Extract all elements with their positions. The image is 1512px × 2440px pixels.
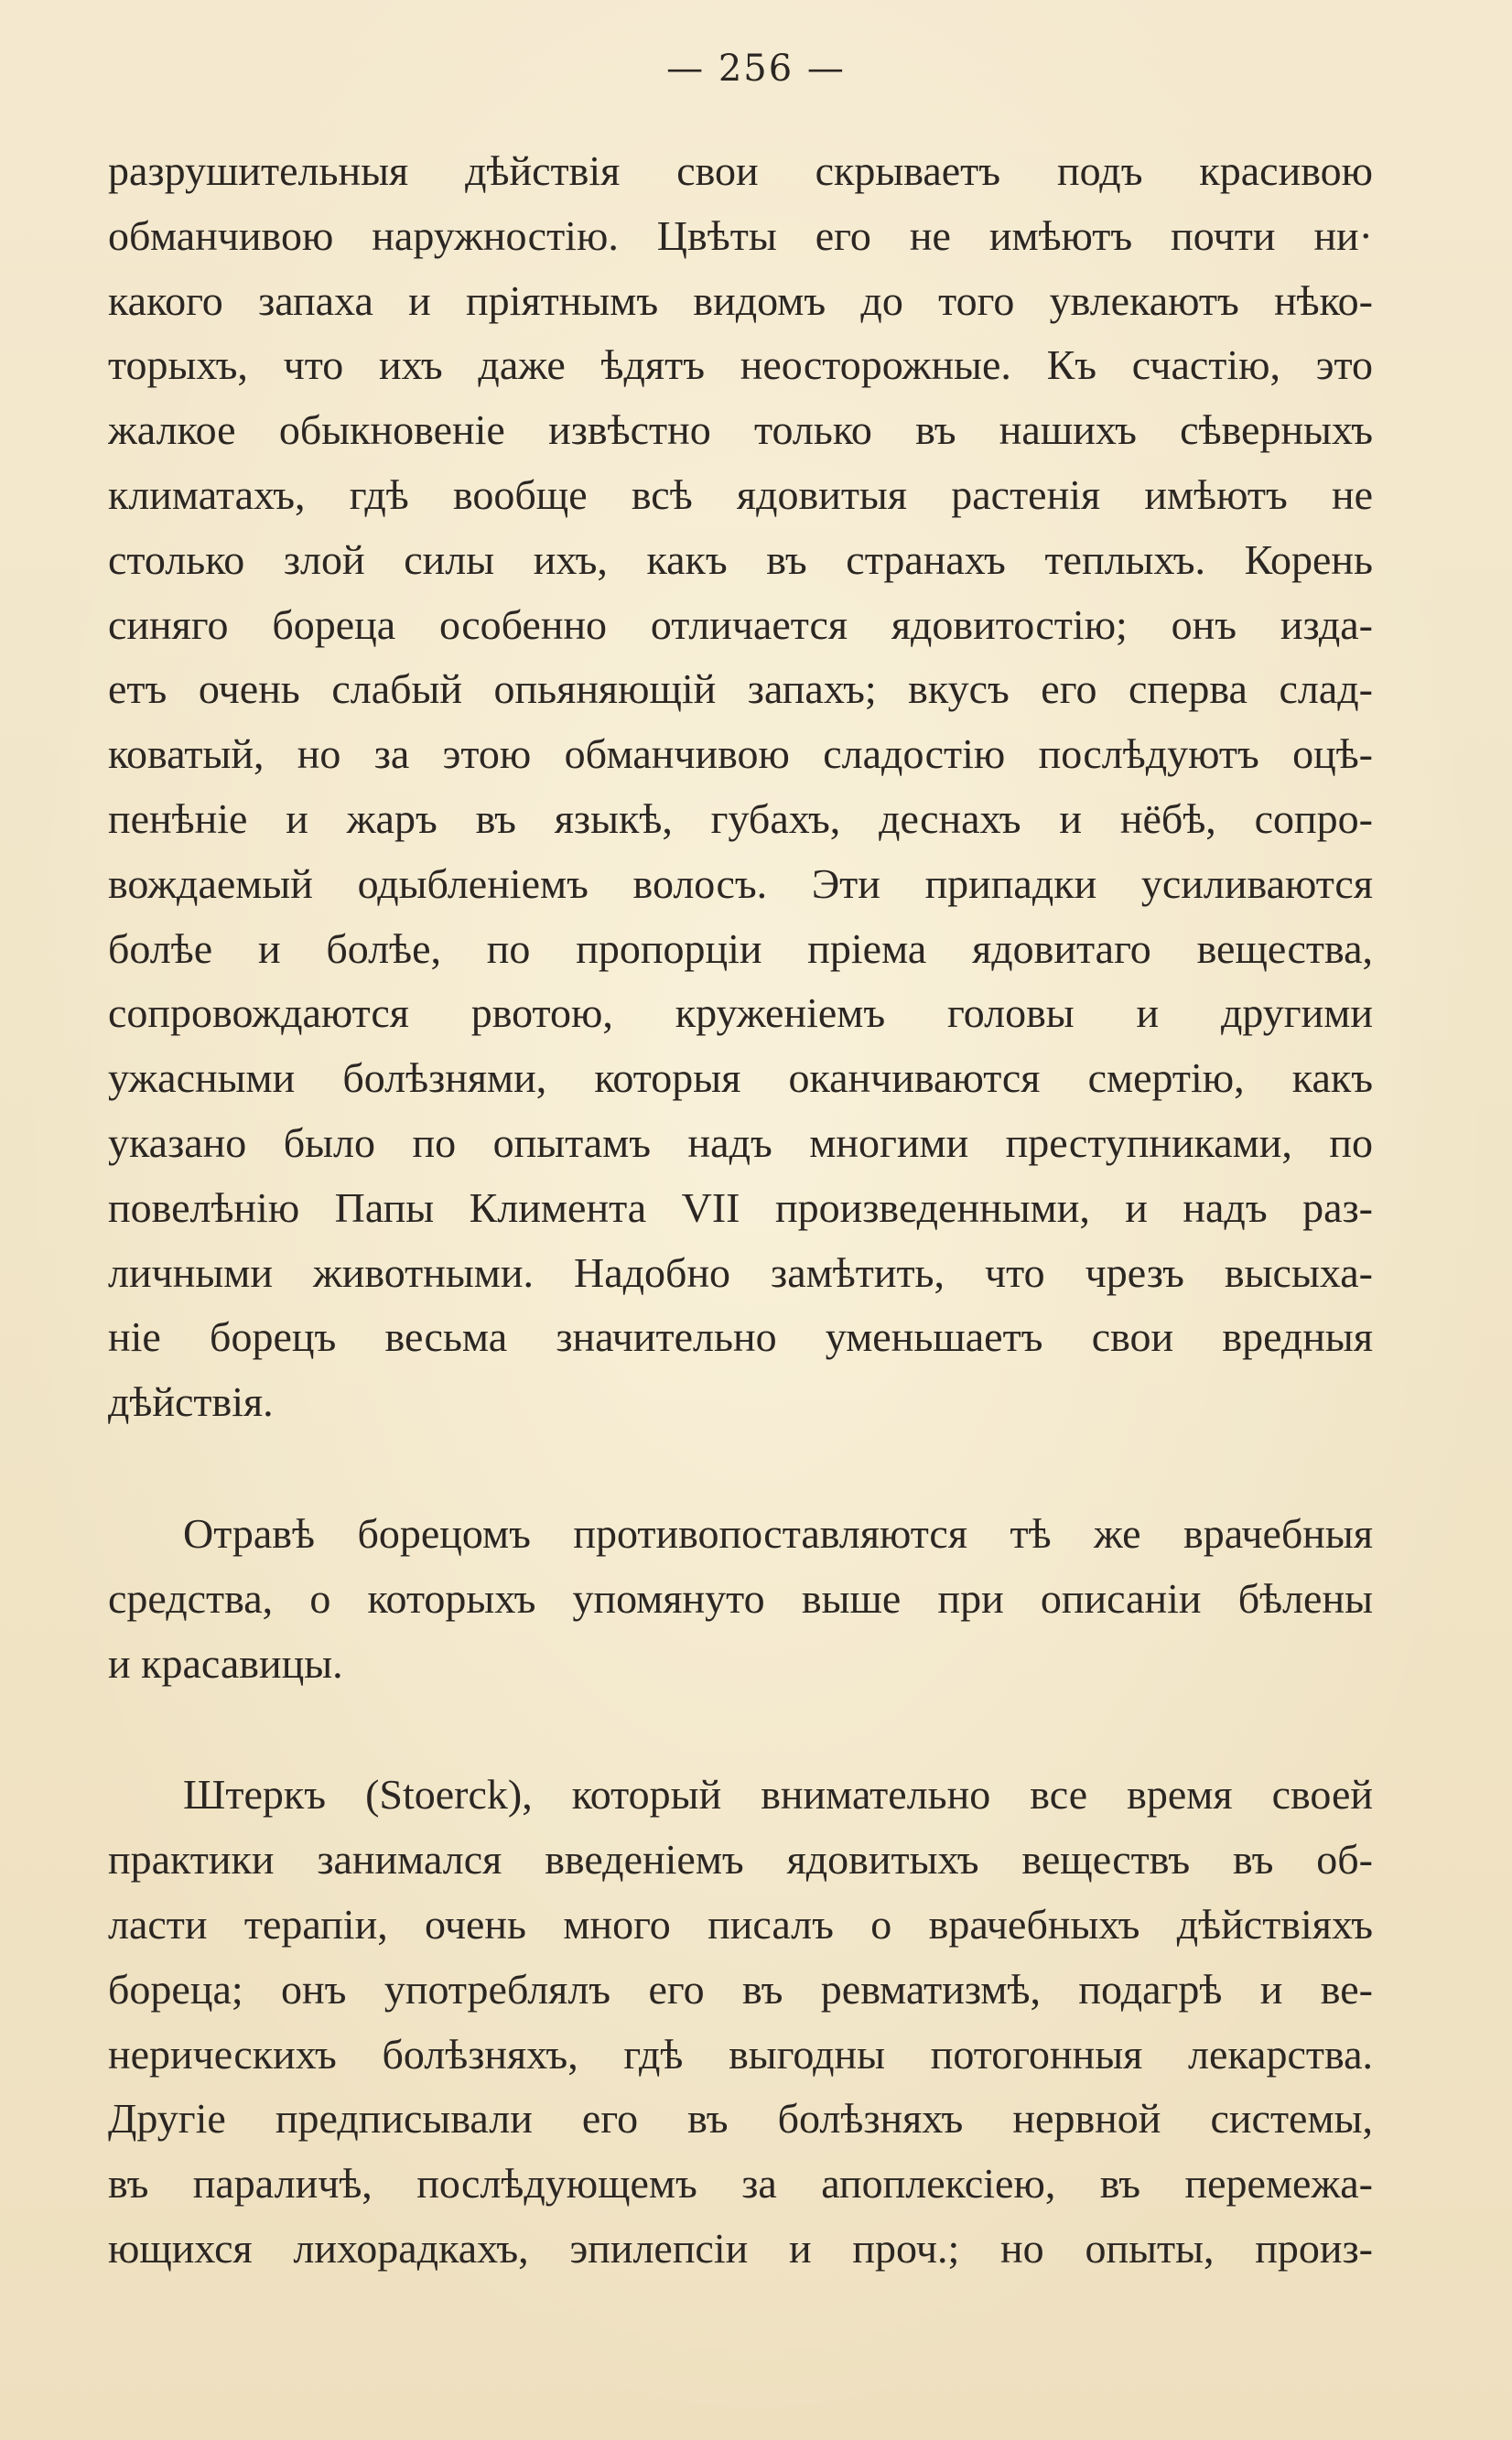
text-line: столько злой силы ихъ, какъ въ странахъ теплыхъ. Корень	[108, 535, 1373, 583]
text-line: личными животными. Надобно замѣтить, что чрезъ высыха-	[108, 1248, 1373, 1296]
text-line: повелѣнію Папы Климента VII произведенными, и надъ раз-	[108, 1183, 1373, 1231]
text-line: средства, о которыхъ упомянуто выше при описаніи бѣлены	[108, 1574, 1373, 1622]
text-line: Отравѣ борецомъ противопоставляются тѣ же врачебныя	[183, 1509, 1373, 1557]
text-line: синяго бореца особенно отличается ядовитостію; онъ изда-	[108, 600, 1373, 648]
text-line: бореца; онъ употреблялъ его въ ревматизмѣ, подагрѣ и ве-	[108, 1965, 1373, 2013]
text-line: дѣйствія.	[108, 1378, 274, 1426]
text-line: пенѣніе и жаръ въ языкѣ, губахъ, деснахъ и нёбѣ, сопро-	[108, 794, 1373, 842]
text-line: етъ очень слабый опьяняющій запахъ; вкусъ его сперва слад-	[108, 665, 1373, 713]
text-line: практики занимался введеніемъ ядовитыхъ веществъ въ об-	[108, 1836, 1373, 1884]
text-line: ніе борецъ весьма значительно уменьшаетъ свои вредныя	[108, 1313, 1373, 1361]
text-line: ющихся лихорадкахъ, эпилепсіи и проч.; но опыты, произ-	[108, 2224, 1373, 2272]
text-line: сопровождаются рвотою, круженіемъ головы и другими	[108, 989, 1373, 1037]
text-line: указано было по опытамъ надъ многими преступниками, по	[108, 1118, 1373, 1166]
text-line: Другіе предписывали его въ болѣзняхъ нервной системы,	[108, 2095, 1373, 2143]
text-line: нерическихъ болѣзняхъ, гдѣ выгодны потогонныя лекарства.	[108, 2030, 1373, 2078]
text-line: климатахъ, гдѣ вообще всѣ ядовитыя растенія имѣютъ не	[108, 470, 1373, 518]
text-line: болѣе и болѣе, по пропорціи пріема ядовитаго вещества,	[108, 924, 1373, 972]
text-line: въ параличѣ, послѣдующемъ за апоплексіею, въ перемежа-	[108, 2160, 1373, 2208]
text-line: торыхъ, что ихъ даже ѣдятъ неосторожные. Къ счастію, это	[108, 341, 1373, 389]
paragraph-stoerck	[108, 1763, 1373, 2281]
page-text	[108, 139, 1373, 2282]
text-line: Штеркъ (Stoerck), который внимательно все время своей	[183, 1771, 1373, 1819]
text-line: обманчивою наружностію. Цвѣты его не имѣютъ почти ни·	[108, 211, 1373, 259]
text-line: и красавицы.	[108, 1639, 343, 1687]
paragraph-antidotes	[108, 1502, 1373, 1696]
text-line: какого запаха и пріятнымъ видомъ до того увлекаютъ нѣко-	[108, 276, 1373, 324]
text-line: коватый, но за этою обманчивою сладостію послѣдуютъ оцѣ-	[108, 730, 1373, 778]
paragraph-aconite-effects	[108, 139, 1373, 1435]
page-number: — 256 —	[666, 48, 846, 90]
text-line: жалкое обыкновеніе извѣстно только въ нашихъ сѣверныхъ	[108, 406, 1373, 454]
text-line: ужасными болѣзнями, которыя оканчиваются смертію, какъ	[108, 1054, 1373, 1102]
text-line: разрушительныя дѣйствія свои скрываетъ подъ красивою	[108, 147, 1373, 194]
text-line: ласти терапіи, очень много писалъ о врачебныхъ дѣйствіяхъ	[108, 1900, 1373, 1948]
text-line: вождаемый одыбленіемъ волосъ. Эти припадки усиливаются	[108, 859, 1373, 907]
